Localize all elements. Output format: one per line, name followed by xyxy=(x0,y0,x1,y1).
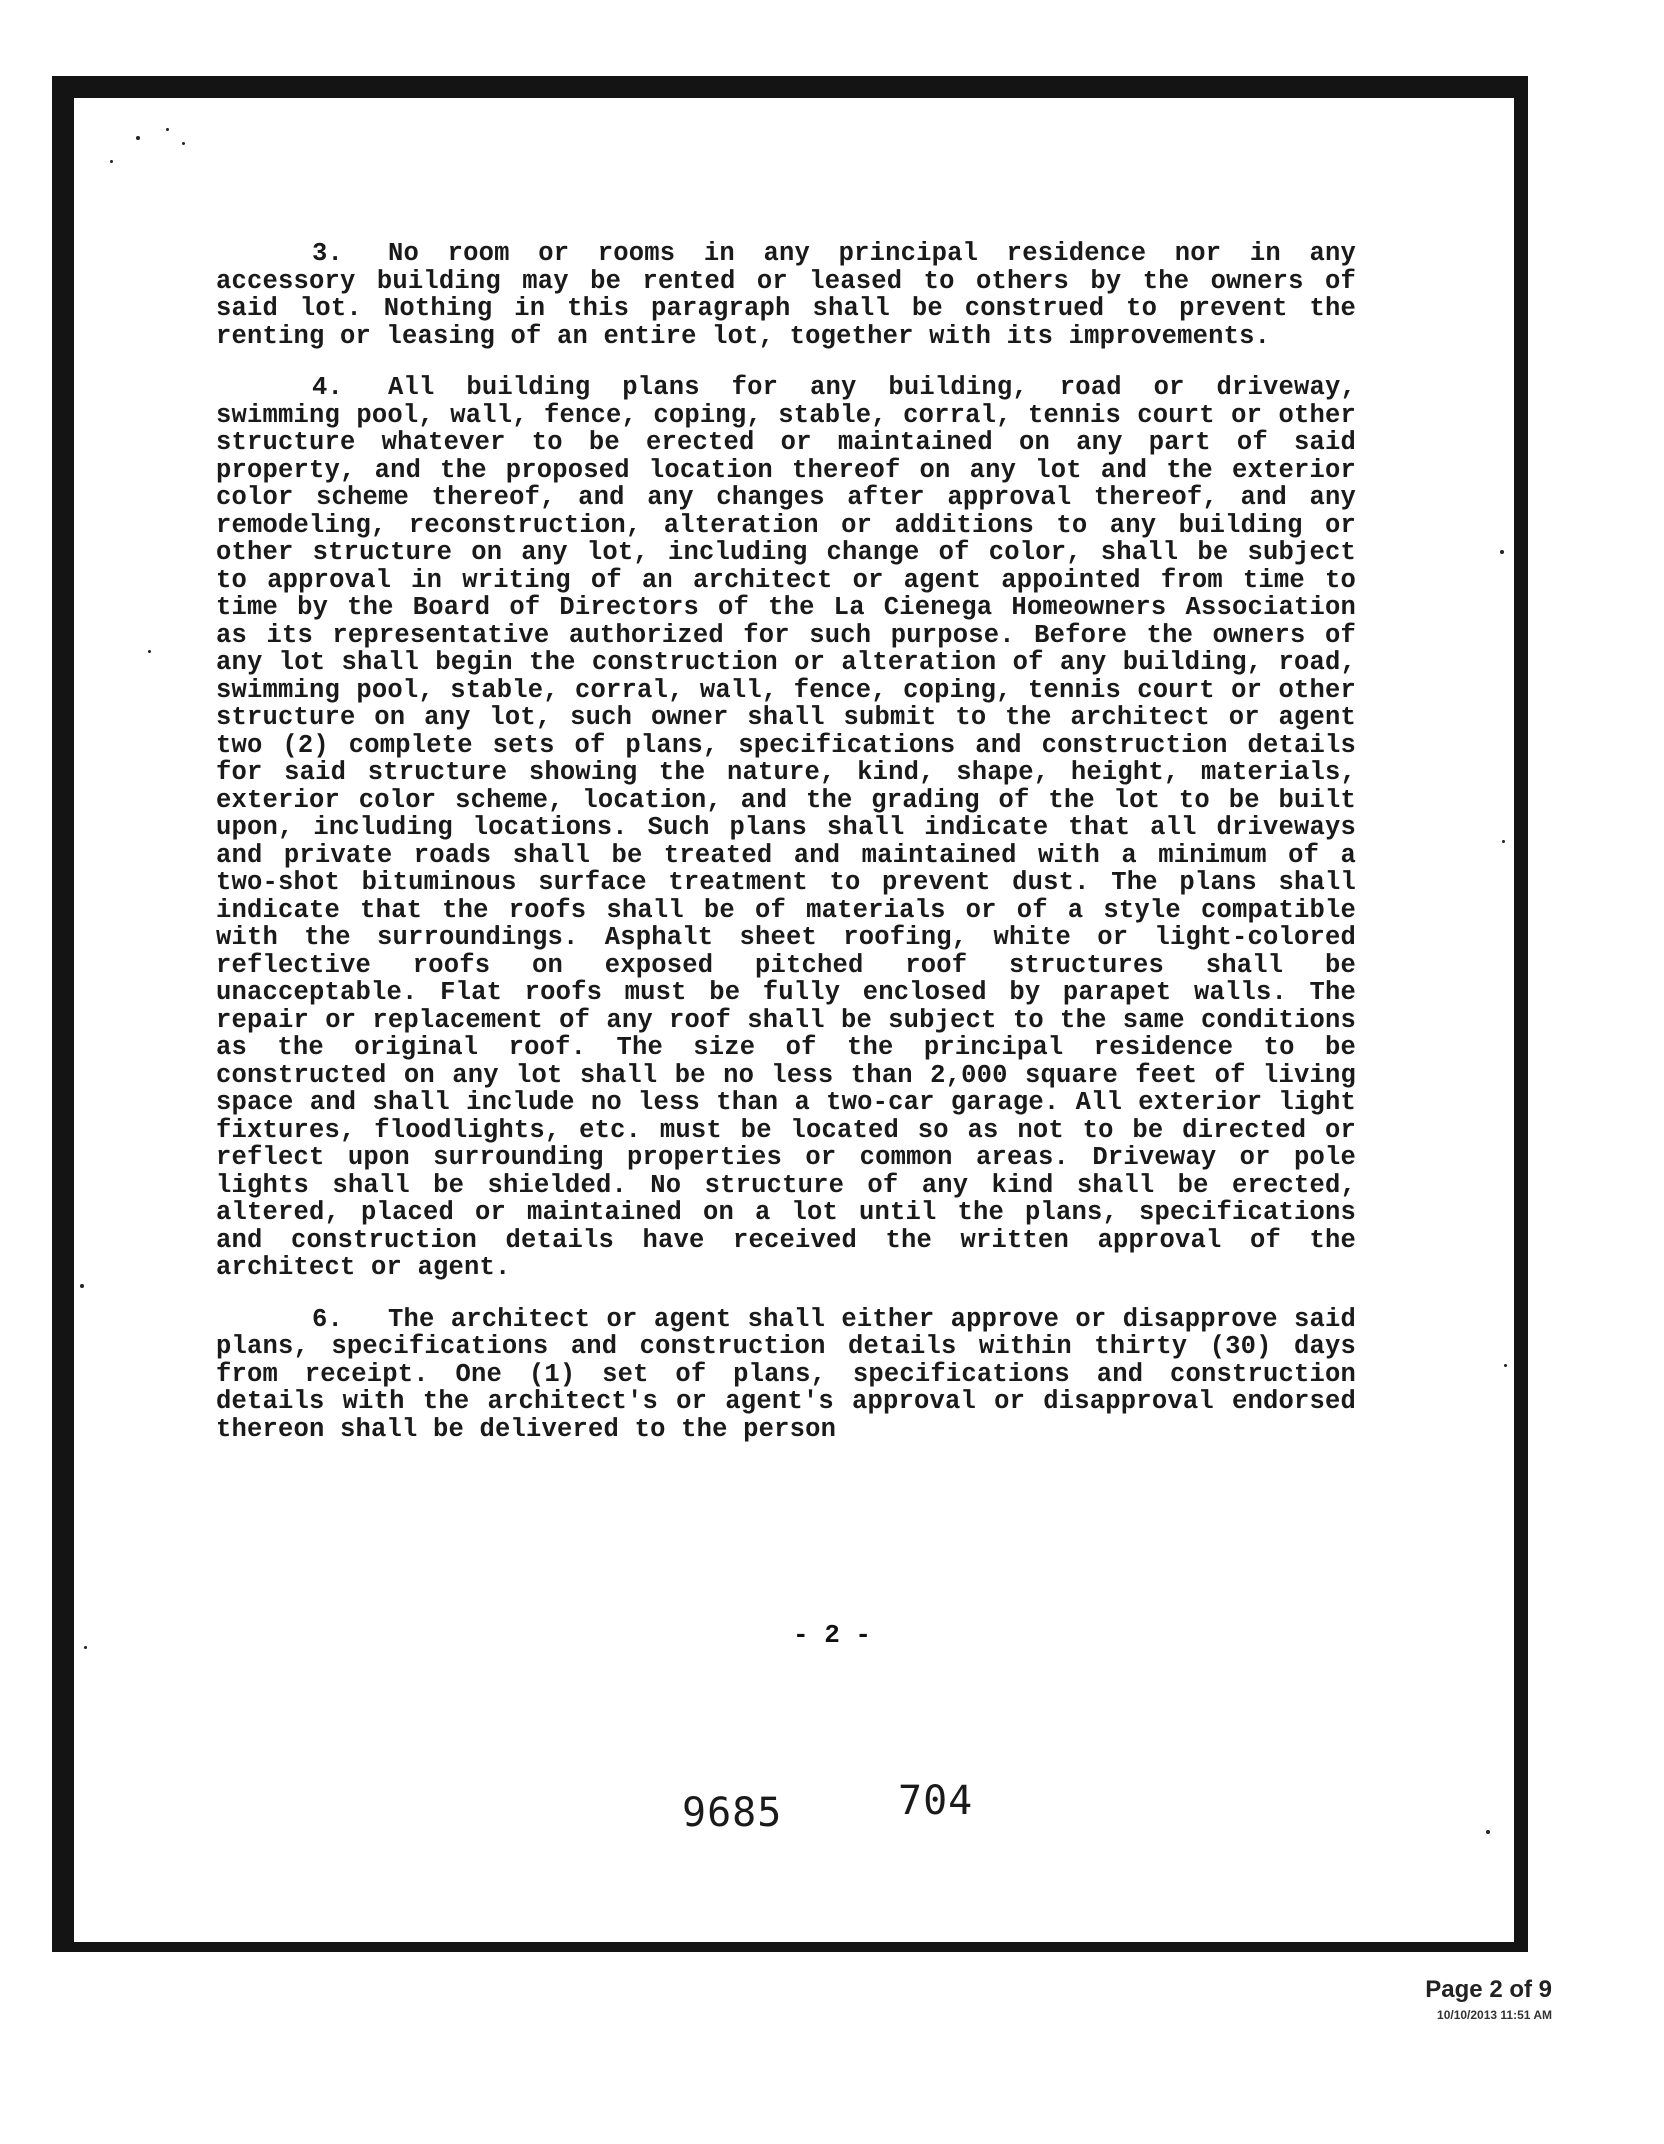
paragraph-4 xyxy=(216,374,1356,1282)
footer-timestamp: 10/10/2013 11:51 AM xyxy=(1437,2008,1552,2022)
scan-speck xyxy=(166,128,169,131)
scan-speck xyxy=(1486,1830,1490,1834)
paragraph-text: All building plans for any building, road or driveway, swimming pool, wall, fence, coping, stable, corral, tennis court or other structure whatever to be erected or maintained on any part of said property, and the proposed location thereof on any lot and the exterior color scheme thereof, and any changes after approval thereof, and any remodeling, reconstruction, alteration or additions to any building or other structure on any lot, including change of color, shall be subject to approval in writing of an architect or agent appointed from time to time by the Board of Directors of the La Cienega Homeowners Association as its representative authorized for such purpose. Before the owners of any lot shall begin the construction or alteration of any building, road, swimming pool, stable, corral, wall, fence, coping, tennis court or other structure on any lot, such owner shall submit to the architect or agent two (2) complete sets of plans, specifications and construction details for said structure showing the nature, kind, shape, height, materials, exterior color scheme, location, and the grading of the lot to be built upon, including locations. Such plans shall indicate that all driveways and private roads shall be treated and maintained with a minimum of a two-shot bituminous surface treatment to prevent dust. The plans shall indicate that the roofs shall be of materials or of a style compatible with the surroundings. Asphalt sheet roofing, white or light-colored reflective roofs on exposed pitched roof structures shall be unacceptable. Flat roofs must be fully enclosed by parapet walls. The repair or replacement of any roof shall be subject to the same conditions as the original roof. The size of the principal residence to be constructed on any lot shall be no less than 2,000 square feet of living space and shall include no less than a two-car garage. All exterior light fixtures, floodlights, etc. must be located so as not to be directed or reflect upon surrounding properties or common areas. Driveway or pole lights shall be shielded. No structure of any kind shall be erected, altered, placed or maintained on a lot until the plans, specifications and construction details have received the written approval of the architect or agent. xyxy=(216,373,1356,1282)
document-body xyxy=(216,240,1356,1467)
scan-speck xyxy=(110,160,113,163)
scan-speck xyxy=(1502,840,1505,843)
scan-speck xyxy=(1504,1364,1507,1367)
scan-speck xyxy=(182,142,185,145)
scan-speck xyxy=(1500,550,1504,554)
scan-speck xyxy=(148,650,151,653)
recording-page-number: 704 xyxy=(898,1778,974,1824)
paragraph-6 xyxy=(216,1306,1356,1444)
paragraph-number: 3. xyxy=(312,239,344,268)
paragraph-text: The architect or agent shall either approve or disapprove said plans, specifications and construction details within thirty (30) days from receipt. One (1) set of plans, specifications and construction details with the architect's or agent's approval or disapproval endorsed thereon shall be delivered to the person xyxy=(216,1304,1356,1444)
footer-page-label: Page 2 of 9 xyxy=(1425,1976,1552,2003)
recording-book-number: 9685 xyxy=(682,1790,783,1836)
scan-speck xyxy=(80,1284,84,1288)
page-marker: - 2 - xyxy=(792,1620,871,1650)
paragraph-3 xyxy=(216,240,1356,350)
paragraph-number: 6. xyxy=(312,1304,344,1334)
paragraph-text: No room or rooms in any principal residence nor in any accessory building may be rented or leased to others by the owners of said lot. Nothing in this paragraph shall be construed to prevent the renting or leasing of an entire lot, together with its improvements. xyxy=(216,239,1356,351)
scan-speck xyxy=(136,136,140,140)
paragraph-number: 4. xyxy=(312,373,344,402)
